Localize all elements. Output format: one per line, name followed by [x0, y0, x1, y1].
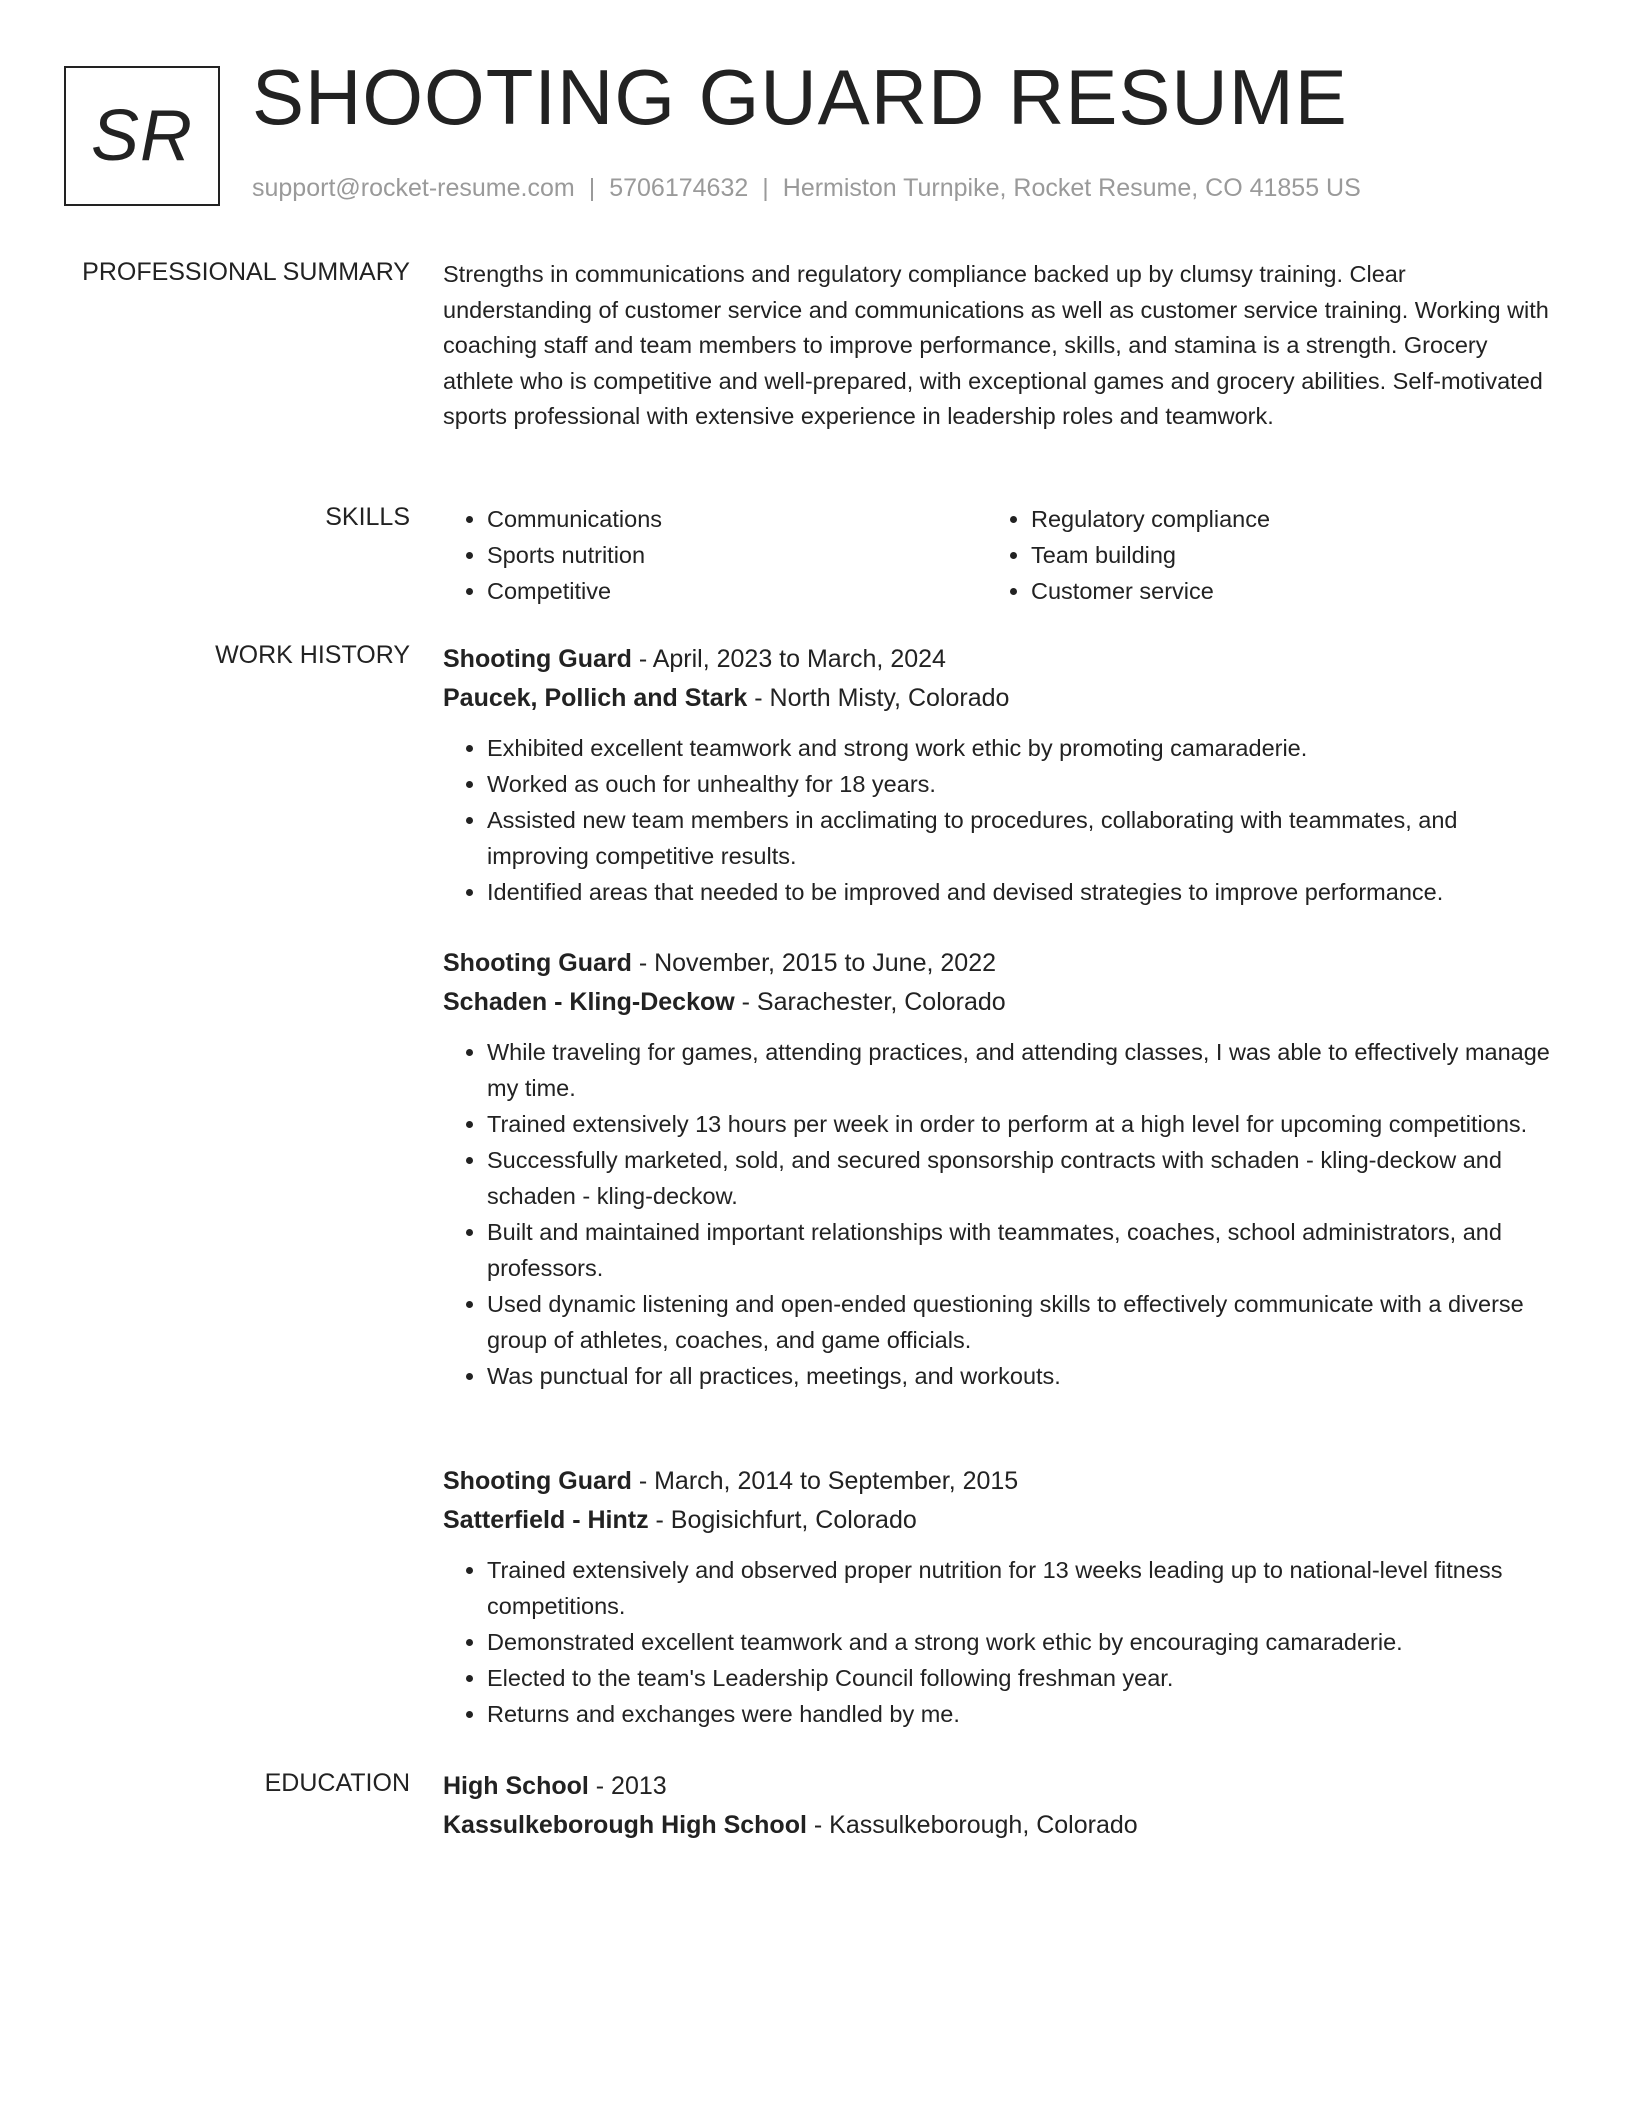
- job-company: Paucek, Pollich and Stark: [443, 684, 748, 712]
- job-bullet: • While traveling for games, attending practices, and attending classes, I was able to effectively manage my time.: [487, 1034, 1553, 1106]
- job-title: Shooting Guard: [443, 949, 632, 977]
- job-bullet: • Returns and exchanges were handled by me.: [487, 1696, 1553, 1732]
- job-title-line: [443, 640, 1553, 679]
- education-year: - 2013: [588, 1772, 667, 1800]
- job-bullet: • Exhibited excellent teamwork and strong work ethic by promoting camaraderie.: [487, 730, 1553, 766]
- education-degree-line: [443, 1767, 1553, 1806]
- contact-separator: |: [588, 174, 596, 202]
- skill-item: • Customer service: [1031, 573, 1531, 609]
- job-title: Shooting Guard: [443, 1467, 632, 1495]
- section-label-education: EDUCATION: [264, 1769, 410, 1797]
- job-bullets: [443, 730, 1553, 910]
- contact-phone: 5706174632: [609, 174, 749, 202]
- job-location: - Sarachester, Colorado: [734, 988, 1006, 1016]
- job-entry: [443, 640, 1553, 910]
- education-school: Kassulkeborough High School: [443, 1811, 807, 1839]
- job-company-line: [443, 679, 1553, 718]
- job-title-line: [443, 1462, 1553, 1501]
- job-company: Schaden - Kling-Deckow: [443, 988, 735, 1016]
- skill-item: • Communications: [487, 501, 987, 537]
- skills-section: [443, 501, 1553, 609]
- job-bullet: • Trained extensively 13 hours per week in order to perform at a high level for upcoming competitions.: [487, 1106, 1553, 1142]
- job-bullet: • Demonstrated excellent teamwork and a strong work ethic by encouraging camaraderie.: [487, 1624, 1553, 1660]
- job-bullet: • Successfully marketed, sold, and secured sponsorship contracts with schaden - kling-deckow and schaden - kling-deckow.: [487, 1142, 1553, 1214]
- skill-item: • Team building: [1031, 537, 1531, 573]
- contact-address: Hermiston Turnpike, Rocket Resume, CO 41855 US: [782, 174, 1361, 202]
- job-bullet: • Trained extensively and observed proper nutrition for 13 weeks leading up to national-level fitness competitions.: [487, 1552, 1553, 1624]
- education-entry: [443, 1767, 1553, 1845]
- job-company-line: [443, 1501, 1553, 1540]
- job-location: - North Misty, Colorado: [747, 684, 1010, 712]
- job-bullets: [443, 1034, 1553, 1394]
- job-dates: - March, 2014 to September, 2015: [631, 1467, 1019, 1495]
- job-company: Satterfield - Hintz: [443, 1506, 649, 1534]
- job-bullets: [443, 1552, 1553, 1732]
- contact-email: support@rocket-resume.com: [252, 174, 575, 202]
- job-bullet: • Identified areas that needed to be improved and devised strategies to improve performance.: [487, 874, 1553, 910]
- job-location: - Bogisichfurt, Colorado: [648, 1506, 917, 1534]
- education-location: - Kassulkeborough, Colorado: [806, 1811, 1138, 1839]
- job-title-line: [443, 944, 1553, 983]
- job-entry: [443, 944, 1553, 1394]
- skill-item: • Sports nutrition: [487, 537, 987, 573]
- initials-text: SR: [90, 96, 194, 176]
- job-bullet: • Worked as ouch for unhealthy for 18 years.: [487, 766, 1553, 802]
- contact-line: [252, 174, 1361, 203]
- education-school-line: [443, 1806, 1553, 1845]
- job-bullet: • Used dynamic listening and open-ended questioning skills to effectively communicate with a diverse group of athletes, coaches, and game officials.: [487, 1286, 1553, 1358]
- skill-item: • Competitive: [487, 573, 987, 609]
- job-bullet: • Assisted new team members in acclimating to procedures, collaborating with teammates, and improving competitive results.: [487, 802, 1553, 874]
- contact-separator: |: [762, 174, 769, 202]
- job-bullet: • Was punctual for all practices, meetings, and workouts.: [487, 1358, 1553, 1394]
- job-entry: [443, 1462, 1553, 1732]
- job-title: Shooting Guard: [443, 645, 632, 673]
- job-bullet: • Built and maintained important relationships with teammates, coaches, school administrators, and professors.: [487, 1214, 1553, 1286]
- resume-title: SHOOTING GUARD RESUME: [252, 53, 1348, 141]
- job-dates: - April, 2023 to March, 2024: [631, 645, 946, 673]
- skills-list-left: [443, 501, 987, 609]
- education-degree: High School: [443, 1772, 589, 1800]
- job-company-line: [443, 983, 1553, 1022]
- section-label-summary: PROFESSIONAL SUMMARY: [82, 258, 410, 286]
- skill-item: • Regulatory compliance: [1031, 501, 1531, 537]
- job-dates: - November, 2015 to June, 2022: [631, 949, 996, 977]
- section-label-skills: SKILLS: [325, 503, 410, 531]
- job-bullet: • Elected to the team's Leadership Council following freshman year.: [487, 1660, 1553, 1696]
- skills-list-right: [987, 501, 1531, 609]
- summary-text: Strengths in communications and regulatory compliance backed up by clumsy training. Clear understanding of customer service and communications as well as customer service training. Working with coaching staff and team members to improve performance, skills, and stamina is a strength. Grocery athlete who is competitive and well-prepared, with exceptional games and grocery abilities. Self-motivated sports professional with extensive experience in leadership roles and teamwork.: [443, 261, 1549, 429]
- section-label-work-history: WORK HISTORY: [215, 641, 410, 669]
- summary-section: [443, 257, 1553, 435]
- initials-monogram: [64, 66, 220, 206]
